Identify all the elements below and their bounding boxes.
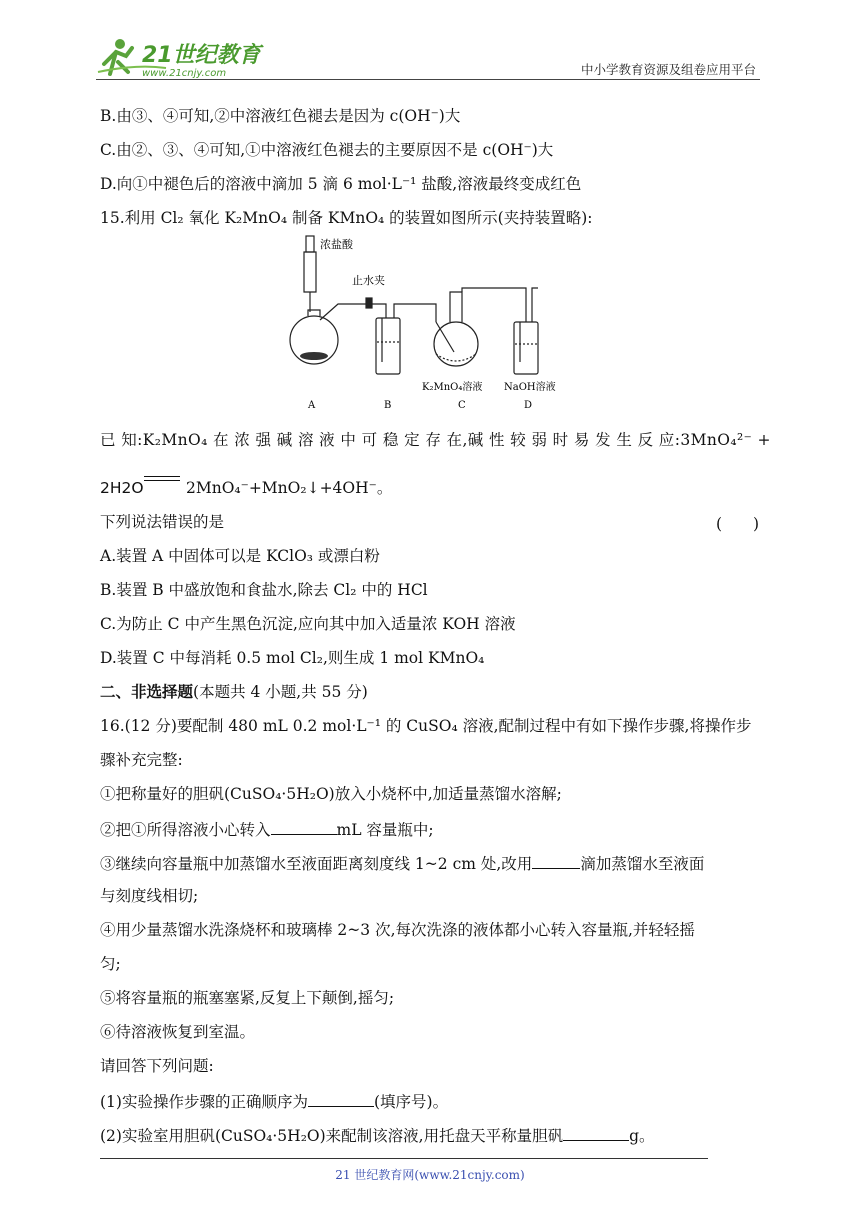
- option-a15: A.装置 A 中固体可以是 KClO₃ 或漂白粉: [100, 547, 380, 565]
- svg-text:C: C: [458, 400, 466, 411]
- step-4: ④用少量蒸馏水洗涤烧杯和玻璃棒 2~3 次,每次洗涤的液体都小心转入容量瓶,并轻轻摇: [100, 921, 695, 939]
- footer-divider: [100, 1158, 708, 1159]
- svg-text:www.21cnjy.com: www.21cnjy.com: [142, 68, 227, 79]
- step-2: ②把①所得溶液小心转入 mL 容量瓶中;: [100, 818, 434, 840]
- question-15: 15.利用 Cl₂ 氧化 K₂MnO₄ 制备 KMnO₄ 的装置如图所示(夹持装置略):: [100, 209, 593, 227]
- apparatus-figure: [276, 232, 576, 412]
- question-16: 16.(12 分)要配制 480 mL 0.2 mol·L⁻¹ 的 CuSO₄ 溶液,配制过程中有如下操作步骤,将操作步: [100, 717, 752, 735]
- step-6: ⑥待溶液恢复到室温。: [100, 1023, 256, 1041]
- option-c15: C.为防止 C 中产生黑色沉淀,应向其中加入适量浓 KOH 溶液: [100, 615, 516, 633]
- equilibrium-sign-2: [144, 480, 180, 481]
- svg-text:21世纪教育: 21世纪教育: [142, 43, 261, 68]
- svg-text:D: D: [524, 400, 533, 411]
- page-header: [96, 34, 760, 80]
- sub-question-1: (1)实验操作步骤的正确顺序为 (填序号)。: [100, 1090, 448, 1112]
- known-info-2-left: 2H2O: [100, 479, 144, 497]
- section-2-title: 二、非选择题(本题共 4 小题,共 55 分): [100, 682, 368, 701]
- footer-text: 21 世纪教育网(www.21cnjy.com): [335, 1168, 525, 1182]
- please-answer: 请回答下列问题:: [100, 1057, 214, 1075]
- step-3-cont: 与刻度线相切;: [100, 887, 199, 905]
- svg-text:A: A: [308, 400, 316, 411]
- step-1: ①把称量好的胆矾(CuSO₄·5H₂O)放入小烧杯中,加适量蒸馏水溶解;: [100, 785, 562, 803]
- sub-question-2: (2)实验室用胆矾(CuSO₄·5H₂O)来配制该溶液,用托盘天平称量胆矾 g。: [100, 1124, 655, 1146]
- logo: [96, 34, 266, 80]
- step-3: ③继续向容量瓶中加蒸馏水至液面距离刻度线 1~2 cm 处,改用 滴加蒸馏水至液面: [100, 852, 704, 874]
- svg-text:NaOH溶液: NaOH溶液: [504, 382, 556, 393]
- question-15-ask: 下列说法错误的是: [100, 513, 225, 531]
- option-b15: B.装置 B 中盛放饱和食盐水,除去 Cl₂ 中的 HCl: [100, 581, 428, 599]
- svg-text:K₂MnO₄溶液: K₂MnO₄溶液: [422, 382, 483, 393]
- svg-text:B: B: [384, 400, 392, 411]
- answer-paren: ( ): [716, 515, 760, 533]
- option-b14: B.由③、④可知,②中溶液红色褪去是因为 c(OH⁻)大: [100, 107, 461, 125]
- svg-text:止水夹: 止水夹: [352, 274, 385, 287]
- step-4-cont: 匀;: [100, 955, 121, 973]
- option-d14: D.向①中褪色后的溶液中滴加 5 滴 6 mol·L⁻¹ 盐酸,溶液最终变成红色: [100, 175, 582, 193]
- question-16-cont: 骤补充完整:: [100, 751, 183, 769]
- platform-name: 中小学教育资源及组卷应用平台: [580, 62, 756, 77]
- option-d15: D.装置 C 中每消耗 0.5 mol Cl₂,则生成 1 mol KMnO₄: [100, 649, 485, 667]
- equilibrium-sign: [144, 476, 180, 477]
- svg-text:浓盐酸: 浓盐酸: [320, 238, 353, 251]
- option-c14: C.由②、③、④可知,①中溶液红色褪去的主要原因不是 c(OH⁻)大: [100, 141, 554, 159]
- known-info-2-right: 2MnO₄⁻+MnO₂↓+4OH⁻。: [186, 479, 393, 497]
- header-divider: [96, 79, 760, 80]
- known-info-1: 已 知:K₂MnO₄ 在 浓 强 碱 溶 液 中 可 稳 定 存 在,碱 性 较 弱 时 易 发 生 反 应:3MnO₄²⁻ +: [100, 431, 771, 449]
- step-5: ⑤将容量瓶的瓶塞塞紧,反复上下颠倒,摇匀;: [100, 989, 395, 1007]
